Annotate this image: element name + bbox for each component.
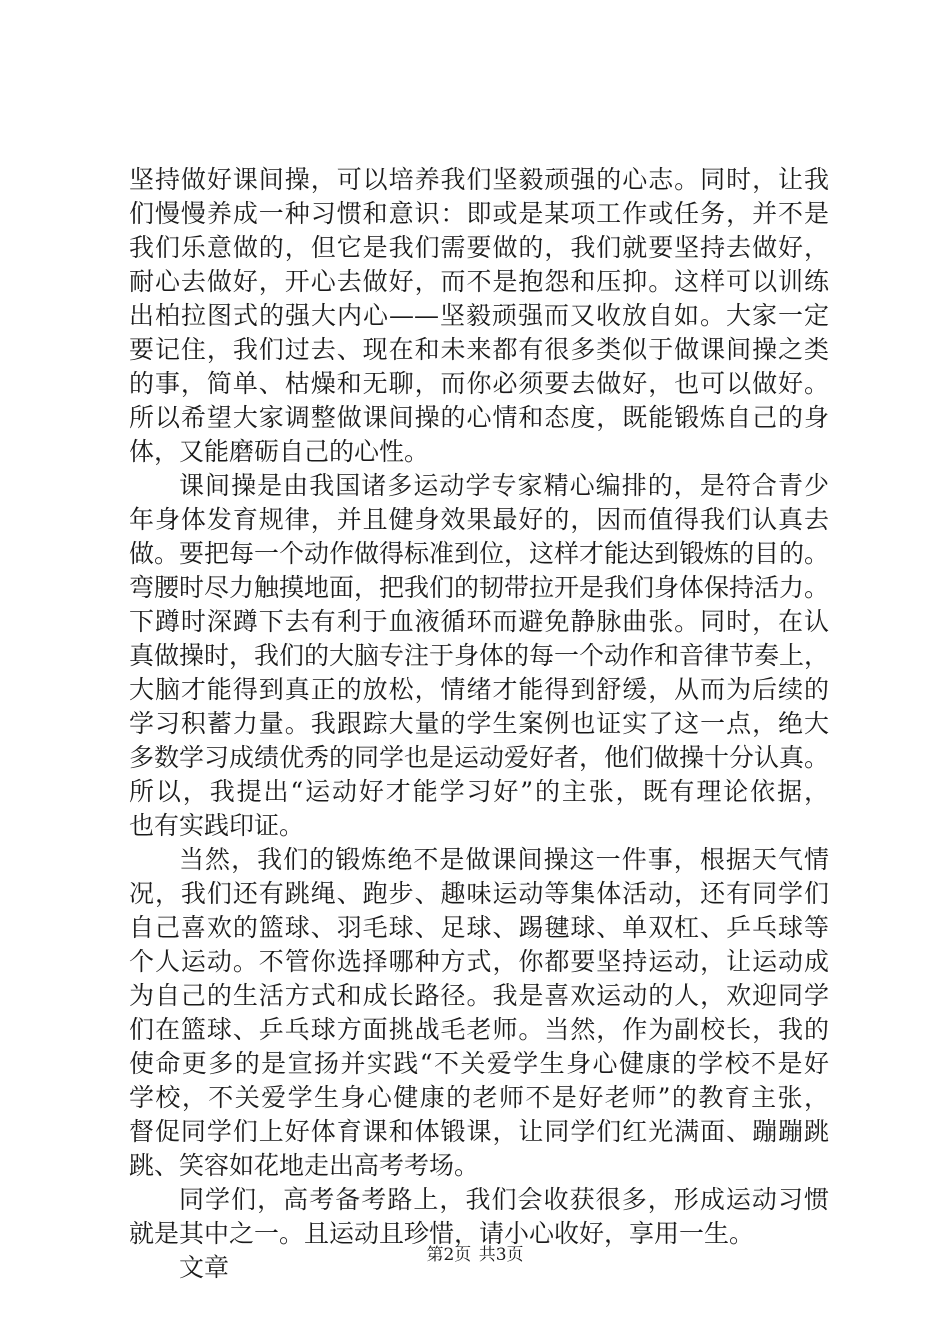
text-line: 为自己的生活方式和成长路径。我是喜欢运动的人，欢迎同学 [129,981,829,1010]
text-line: 就是其中之一。且运动且珍惜，请小心收好，享用一生。 [129,1219,755,1248]
text-line: 我们乐意做的，但它是我们需要做的，我们就要坚持去做好， [129,233,829,262]
text-line: 弯腰时尽力触摸地面，把我们的韧带拉开是我们身体保持活力。 [129,573,830,602]
text-line: 要记住，我们过去、现在和未来都有很多类似于做课间操之类 [129,335,829,364]
text-line: 大脑才能得到真正的放松，情绪才能得到舒缓，从而为后续的 [129,675,829,704]
paragraph-1 [129,163,829,469]
paragraph-3 [129,843,829,1183]
text-line: 同学们，高考备考路上，我们会收获很多，形成运动习惯 [179,1185,829,1214]
text-line: 况，我们还有跳绳、跑步、趣味运动等集体活动，还有同学们 [129,879,829,908]
text-line: 所以，我提出“运动好才能学习好”的主张，既有理论依据， [129,777,829,806]
text-line: 课间操是由我国诸多运动学专家精心编排的，是符合青少 [179,471,829,500]
text-line: 做。要把每一个动作做得标准到位，这样才能达到锻炼的目的。 [129,539,830,568]
page-footer [0,1244,950,1266]
text-line: 督促同学们上好体育课和体锻课，让同学们红光满面、蹦蹦跳 [129,1117,829,1146]
text-line: 们在篮球、乒乓球方面挑战毛老师。当然，作为副校长，我的 [129,1015,829,1044]
text-line: 使命更多的是宣扬并实践“不关爱学生身心健康的学校不是好 [129,1049,829,1078]
article-body [129,163,829,1285]
text-line: 耐心去做好，开心去做好，而不是抱怨和压抑。这样可以训练 [129,267,829,296]
text-line: 跳、笑容如花地走出高考考场。 [129,1151,480,1180]
text-line: 真做操时，我们的大脑专注于身体的每一个动作和音律节奏上， [129,641,830,670]
text-line: 文章 [179,1253,230,1282]
text-line: 学习积蓄力量。我跟踪大量的学生案例也证实了这一点，绝大 [129,709,829,738]
text-line: 个人运动。不管你选择哪种方式，你都要坚持运动，让运动成 [129,947,829,976]
text-line: 自己喜欢的篮球、羽毛球、足球、踢毽球、单双杠、乒乓球等 [129,913,829,942]
text-line: 下蹲时深蹲下去有利于血液循环而避免静脉曲张。同时，在认 [129,607,829,636]
text-line: 多数学习成绩优秀的同学也是运动爱好者，他们做操十分认真。 [129,743,830,772]
page-total: 共3页 [478,1245,524,1265]
text-line: 体，又能磨砺自己的心性。 [129,437,430,466]
text-line: 所以希望大家调整做课间操的心情和态度，既能锻炼自己的身 [129,403,829,432]
text-line: 年身体发育规律，并且健身效果最好的，因而值得我们认真去 [129,505,829,534]
text-line: 出柏拉图式的强大内心——坚毅顽强而又收放自如。大家一定 [129,301,829,330]
text-line: 坚持做好课间操，可以培养我们坚毅顽强的心志。同时，让我 [129,165,829,194]
paragraph-4 [129,1183,829,1251]
text-line: 的事，简单、枯燥和无聊，而你必须要去做好，也可以做好。 [129,369,829,398]
text-line: 们慢慢养成一种习惯和意识：即或是某项工作或任务，并不是 [129,199,829,228]
paragraph-2 [129,469,829,843]
text-line: 学校，不关爱学生身心健康的老师不是好老师”的教育主张， [129,1083,829,1112]
text-line: 也有实践印证。 [129,811,305,840]
text-line: 当然，我们的锻炼绝不是做课间操这一件事，根据天气情 [179,845,829,874]
page-number: 第2页 [426,1245,472,1265]
